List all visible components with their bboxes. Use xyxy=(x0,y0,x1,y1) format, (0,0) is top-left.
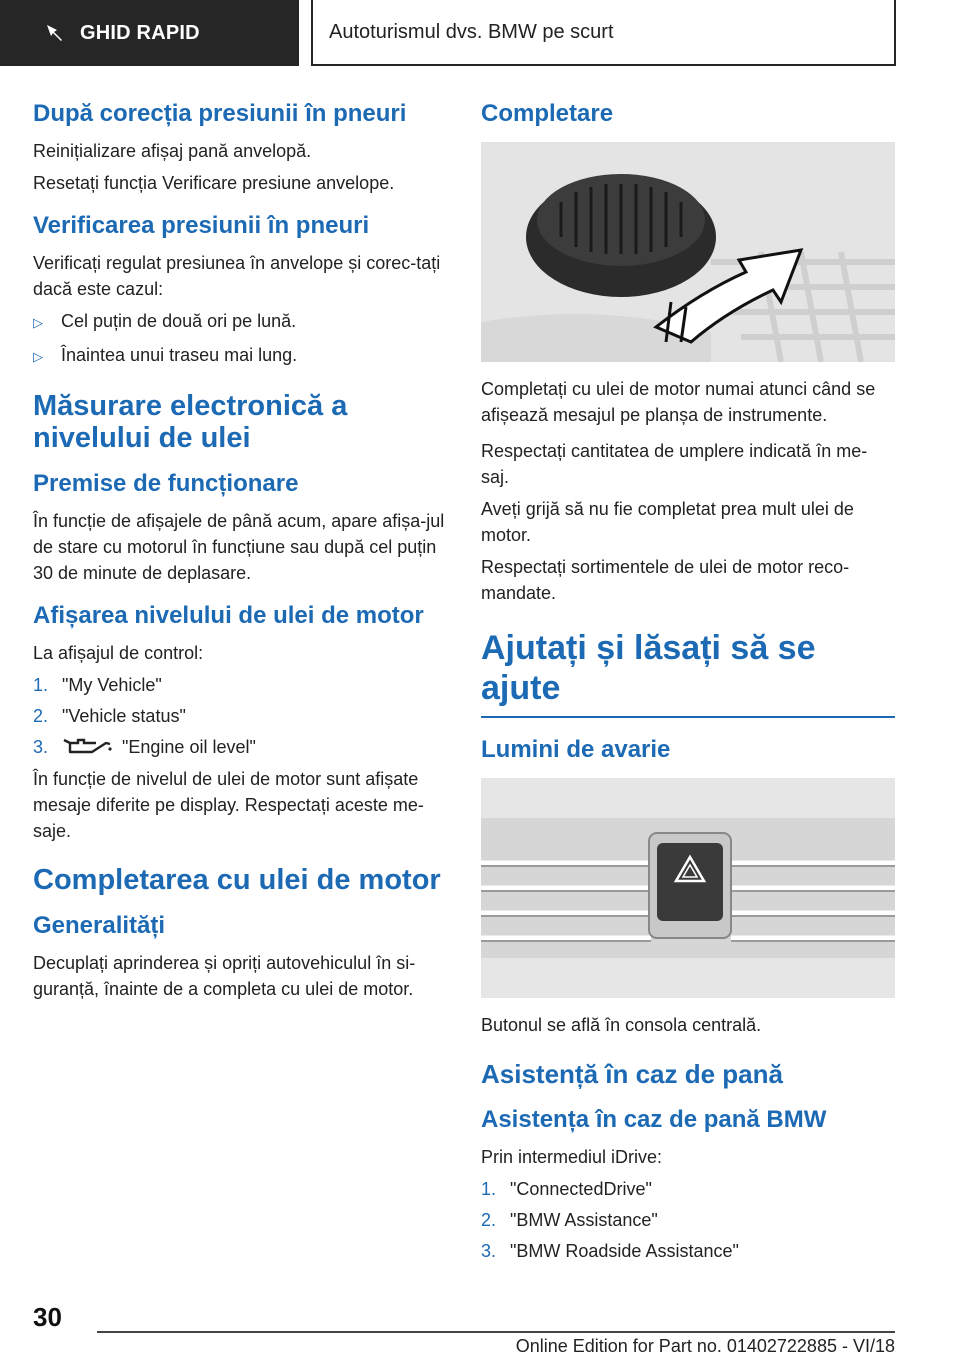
heading-topping-up: Completare xyxy=(481,100,614,127)
triangle-bullet-icon: ▷ xyxy=(33,349,43,364)
list-item: 1. "My Vehicle" xyxy=(33,675,162,695)
left-column xyxy=(33,100,448,1008)
paragraph: Butonul se află în consola centrală. xyxy=(481,1015,762,1035)
paragraph: Resetați funcția Verificare presiune anvelope. xyxy=(33,173,395,193)
page-number: 30 xyxy=(33,1302,62,1332)
paragraph: Respectați sortimentele de ulei de motor reco-mandate. xyxy=(481,557,850,603)
list-item: 2. "BMW Assistance" xyxy=(481,1210,658,1230)
paragraph: În funcție de afișajele de până acum, apare afișa-jul de stare cu motorul în funcțiune sau după cel puțin 30 de minute de deplasare. xyxy=(33,511,445,583)
numbered-list xyxy=(33,672,448,760)
heading-help-and-assistance: Ajutați și lăsați să se ajute xyxy=(481,628,895,718)
heading-hazard-lights: Lumini de avarie xyxy=(481,736,671,763)
oil-filler-cap-illustration xyxy=(481,142,895,362)
list-item: 1. "ConnectedDrive" xyxy=(481,1179,652,1199)
heading-check-pressure: Verificarea presiunii în pneuri xyxy=(33,212,370,239)
list-item: 3. "Engine oil level" xyxy=(33,734,448,760)
pin-icon xyxy=(44,22,66,44)
paragraph: Completați cu ulei de motor numai atunci când se afișează mesajul pe planșa de instrumente. xyxy=(481,379,876,425)
heading-oil-level-display: Afișarea nivelului de ulei de motor xyxy=(33,602,424,629)
right-column xyxy=(481,100,895,1270)
heading-after-pressure-correction: După corecția presiunii în pneuri xyxy=(33,100,407,127)
paragraph: Prin intermediul iDrive: xyxy=(481,1147,663,1167)
edition-text: Online Edition for Part no. 01402722885 - VI/18 xyxy=(515,1336,895,1356)
numbered-list xyxy=(481,1176,895,1264)
page-header xyxy=(0,0,960,66)
heading-prerequisites: Premise de funcționare xyxy=(33,470,299,497)
list-item: ▷ Cel puțin de două ori pe lună. xyxy=(33,308,448,336)
quick-guide-tab[interactable] xyxy=(0,0,299,66)
quick-guide-label: GHID RAPID xyxy=(80,21,200,44)
list-item: ▷ Înaintea unui traseu mai lung. xyxy=(33,342,448,370)
heading-electronic-oil-measurement: Măsurare electronică a nivelului de ulei xyxy=(33,390,348,454)
paragraph: Verificați regulat presiunea în anvelope și corec-tați dacă este cazul: xyxy=(33,253,441,299)
list-item: 2. "Vehicle status" xyxy=(33,706,186,726)
heading-bmw-breakdown-assistance: Asistența în caz de pană BMW xyxy=(481,1106,827,1133)
paragraph: Reinițializare afișaj pană anvelopă. xyxy=(33,141,312,161)
heading-breakdown-assistance: Asistență în caz de pană xyxy=(481,1059,783,1089)
section-title-text: Autoturismul dvs. BMW pe scurt xyxy=(329,20,614,43)
paragraph: La afișajul de control: xyxy=(33,643,204,663)
paragraph: Aveți grijă să nu fie completat prea mult ulei de motor. xyxy=(481,499,854,545)
bullet-list xyxy=(33,308,448,370)
oil-can-icon xyxy=(62,734,112,756)
paragraph: Decuplați aprinderea și opriți autovehiculul în si-guranță, înainte de a completa cu ulei de motor. xyxy=(33,953,416,999)
hazard-button-illustration xyxy=(481,778,895,998)
paragraph: În funcție de nivelul de ulei de motor sunt afișate mesaje diferite pe display. Respectați aceste me-saje. xyxy=(33,769,424,841)
footer-divider xyxy=(97,1331,895,1333)
heading-general: Generalități xyxy=(33,912,166,939)
heading-add-engine-oil: Completarea cu ulei de motor xyxy=(33,864,441,896)
triangle-bullet-icon: ▷ xyxy=(33,315,43,330)
section-title xyxy=(311,0,896,66)
paragraph: Respectați cantitatea de umplere indicată în me-saj. xyxy=(481,441,868,487)
list-item: 3. "BMW Roadside Assistance" xyxy=(481,1241,739,1261)
